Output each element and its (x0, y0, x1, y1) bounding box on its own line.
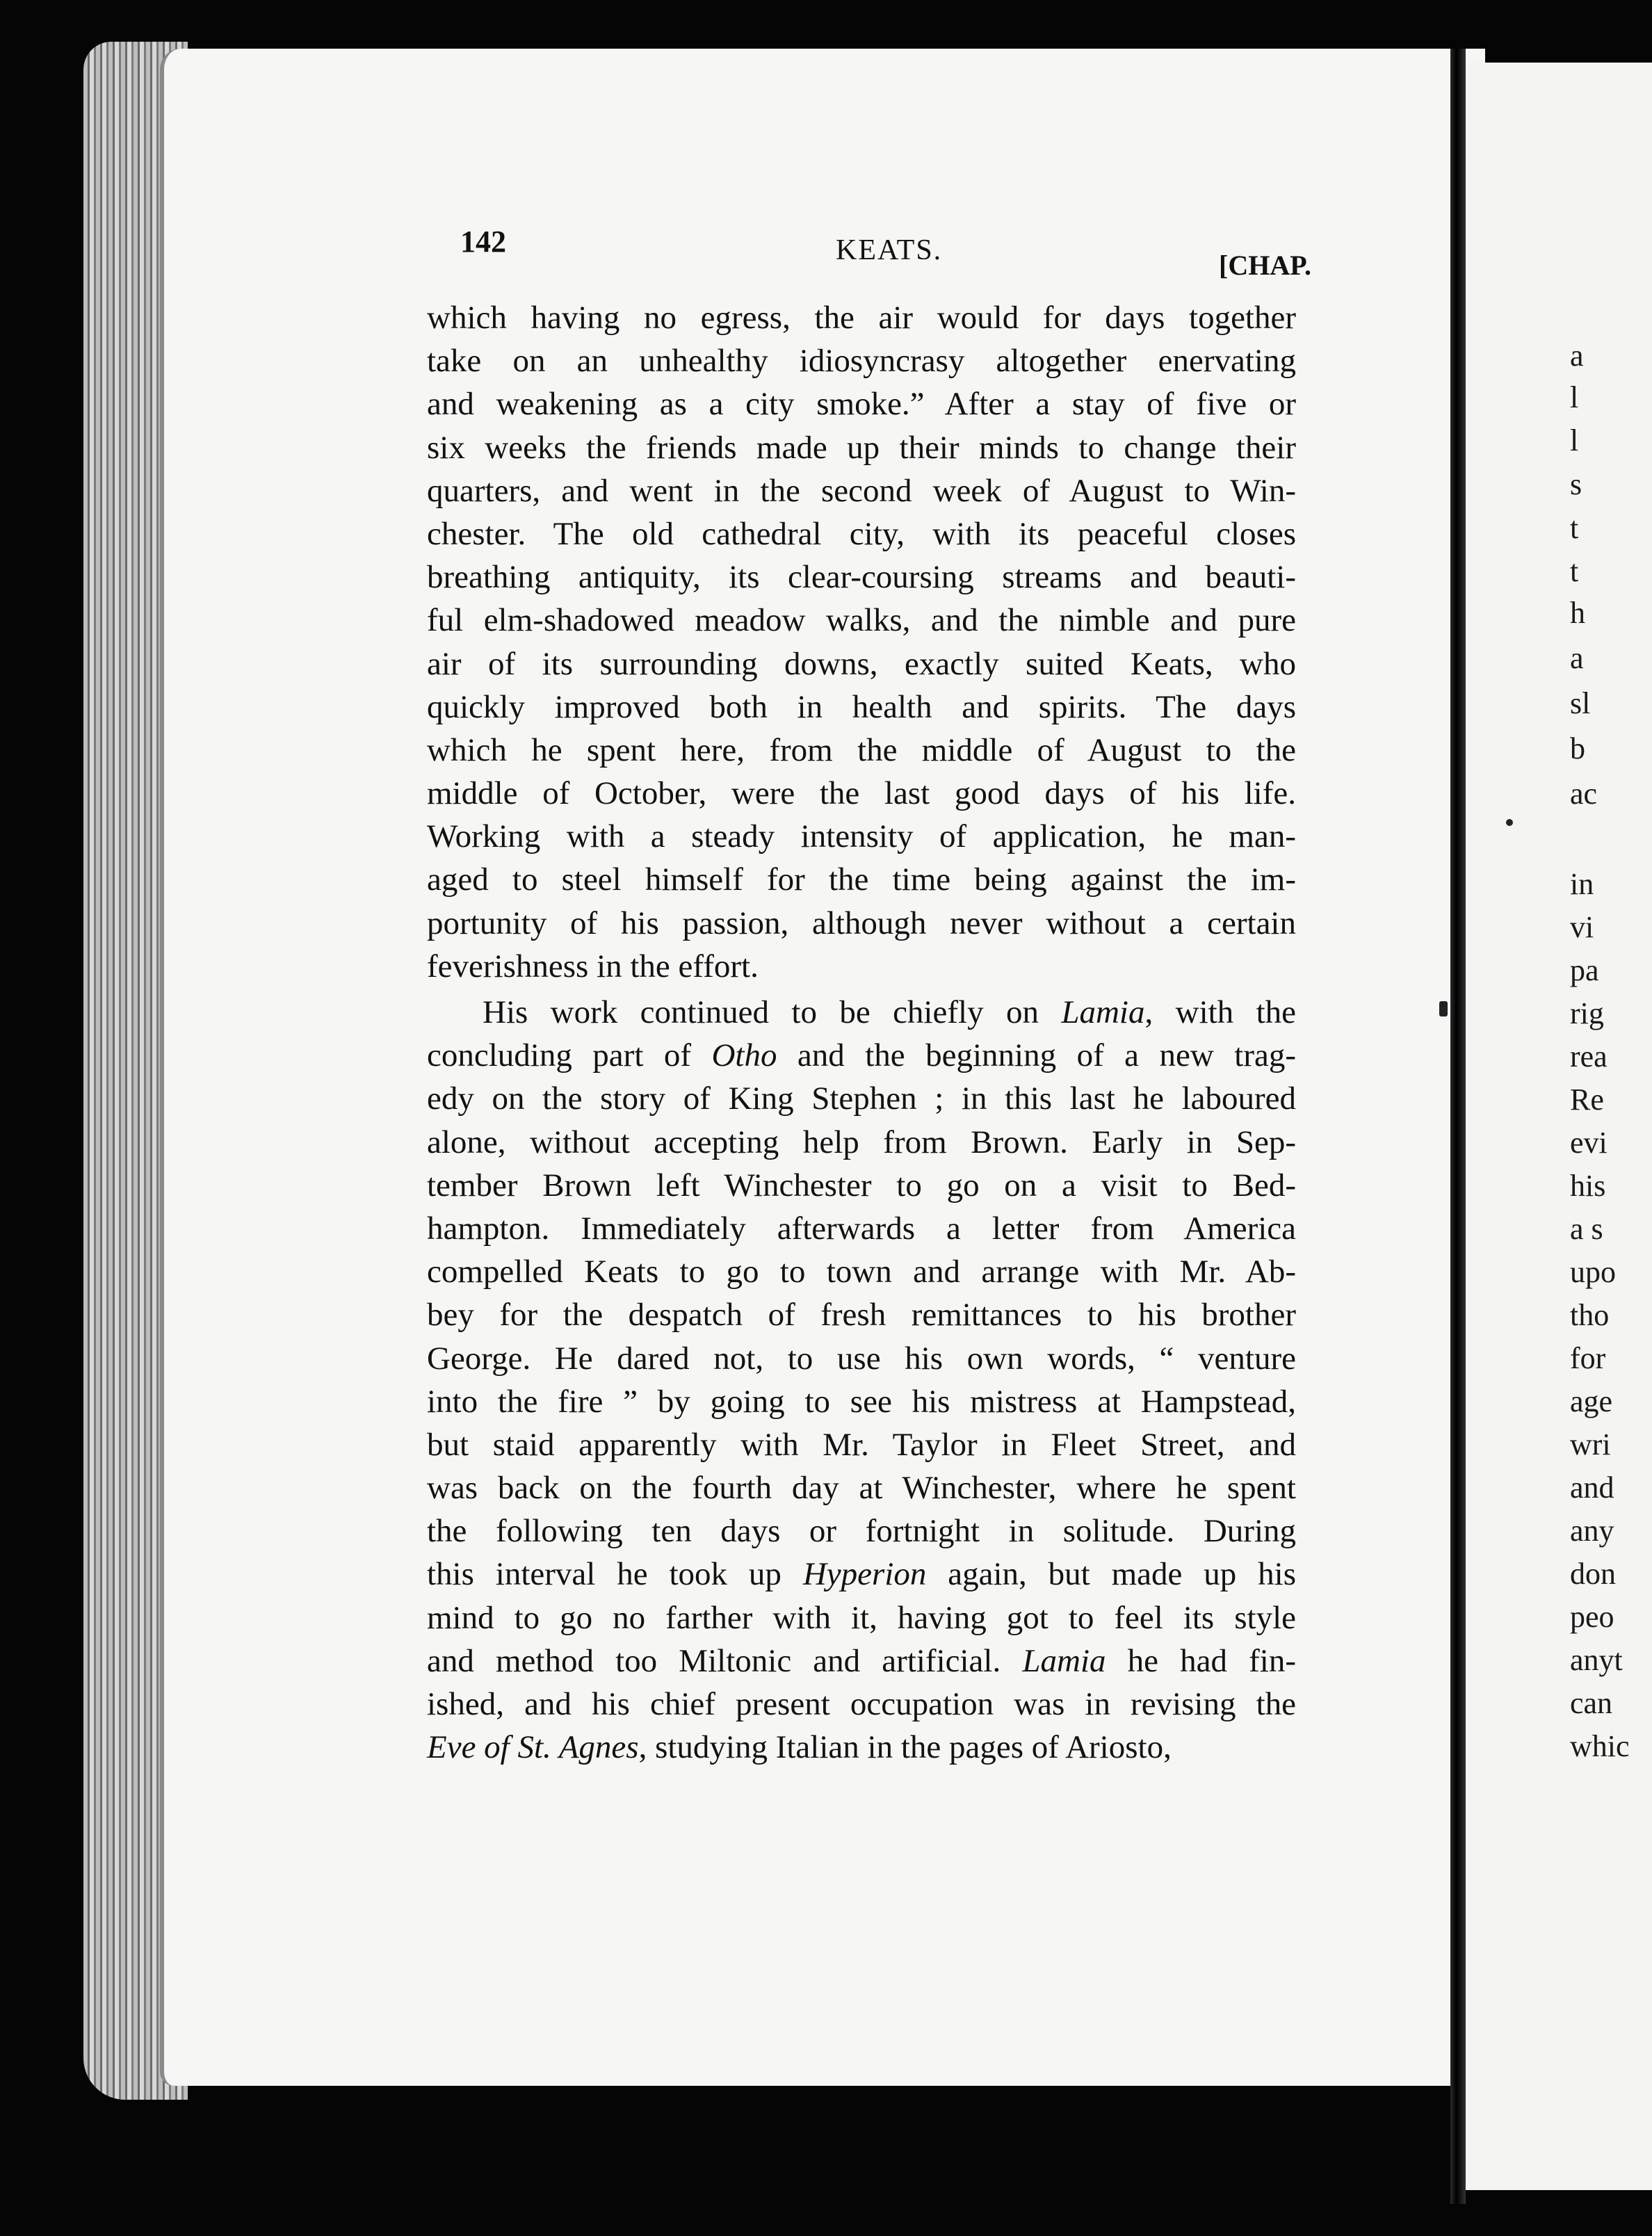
text-segment: , with the (1144, 994, 1296, 1030)
text-line: take on an unhealthy idiosyncrasy altogether enervating (427, 343, 1296, 380)
page-number: 142 (460, 225, 506, 259)
right-page-fragment: l (1570, 380, 1579, 414)
text-segment: he had fin- (1106, 1642, 1296, 1679)
text-line (427, 1639, 1296, 1683)
text-line: ful elm-shadowed meadow walks, and the nimble and pure (427, 602, 1296, 639)
right-page-fragment: a (1570, 641, 1584, 675)
text-line (427, 1726, 1296, 1769)
text-line: quarters, and went in the second week of August to Win- (427, 472, 1296, 509)
text-segment: and the beginning of a new trag- (777, 1037, 1296, 1074)
right-page-fragment: l (1570, 423, 1579, 457)
text-line: which he spent here, from the middle of August to the (427, 731, 1296, 768)
right-page-fragment: his (1570, 1169, 1606, 1203)
italic-title: Otho (711, 1037, 777, 1074)
right-page-fragment: sl (1570, 686, 1591, 720)
right-page-fragment: ac (1570, 777, 1598, 811)
right-page-fragment: vi (1570, 910, 1594, 944)
text-line: feverishness in the effort. (427, 948, 759, 985)
text-line: six weeks the friends made up their minds to change their (427, 429, 1296, 466)
right-page (1466, 63, 1652, 2190)
right-page-fragment: a s (1570, 1212, 1603, 1246)
paragraph (427, 991, 1296, 1769)
right-page-fragment: wri (1570, 1427, 1611, 1461)
right-page-fragment: in (1570, 867, 1594, 901)
right-page-fragment: don (1570, 1557, 1616, 1591)
right-page-fragment: t (1570, 511, 1579, 545)
text-line: and weakening as a city smoke.” After a stay of five or (427, 386, 1296, 423)
italic-title: Eve of St. Agnes (427, 1729, 639, 1766)
text-line: but staid apparently with Mr. Taylor in Fleet Street, and (427, 1426, 1296, 1463)
right-page-fragment: age (1570, 1384, 1613, 1418)
right-page-fragment: and (1570, 1471, 1614, 1505)
text-line: alone, without accepting help from Brown. Early in Sep- (427, 1124, 1296, 1160)
right-page-fragment: tho (1570, 1298, 1610, 1332)
text-line: was back on the fourth day at Winchester, where he spent (427, 1470, 1296, 1507)
text-line: compelled Keats to go to town and arrange with Mr. Ab- (427, 1254, 1296, 1290)
right-page-fragment: anyt (1570, 1643, 1623, 1677)
text-line: air of its surrounding downs, exactly suited Keats, who (427, 645, 1296, 682)
text-segment: concluding part of (427, 1037, 712, 1074)
text-segment: , studying Italian in the pages of Ariosto, (638, 1729, 1172, 1766)
right-page-fragment: whic (1570, 1729, 1630, 1763)
right-page-fragment: can (1570, 1686, 1613, 1720)
text-line: the following ten days or fortnight in solitude. During (427, 1513, 1296, 1550)
running-title: KEATS. (836, 234, 943, 266)
margin-speck (1506, 819, 1513, 826)
text-line: breathing antiquity, its clear-coursing streams and beauti- (427, 559, 1296, 596)
right-page-fragment: upo (1570, 1255, 1616, 1289)
text-segment: His work continued to be chiefly on (483, 994, 1062, 1030)
chapter-label: [CHAP. (1219, 250, 1311, 281)
text-line: bey for the despatch of fresh remittances to his brother (427, 1297, 1296, 1334)
text-line: which having no egress, the air would for days together (427, 300, 1296, 336)
right-page-fragment: h (1570, 596, 1585, 630)
right-page-fragment: rea (1570, 1039, 1608, 1074)
text-line: George. He dared not, to use his own words, “ venture (427, 1340, 1296, 1377)
book-gutter (1450, 49, 1466, 2204)
paragraph (427, 296, 1296, 988)
right-page-fragment: evi (1570, 1126, 1608, 1160)
text-line: into the fire ” by going to see his mistress at Hampstead, (427, 1383, 1296, 1420)
right-page-fragment: t (1570, 554, 1579, 588)
right-page-fragment: for (1570, 1341, 1606, 1375)
page-header (460, 224, 1311, 281)
text-line: chester. The old cathedral city, with its peaceful closes (427, 515, 1296, 552)
body-text (427, 296, 1296, 1769)
text-line: Working with a steady intensity of application, he man- (427, 818, 1296, 855)
text-line: tember Brown left Winchester to go on a visit to Bed- (427, 1167, 1296, 1204)
italic-title: Lamia (1022, 1642, 1106, 1679)
text-line: ished, and his chief present occupation was in revising the (427, 1686, 1296, 1722)
text-line: aged to steel himself for the time being against the im- (427, 861, 1296, 898)
text-line: hampton. Immediately afterwards a letter from America (427, 1210, 1296, 1247)
right-page-fragment: any (1570, 1514, 1614, 1548)
text-segment: this interval he took up (427, 1556, 803, 1593)
right-page-fragment: pa (1570, 953, 1599, 987)
right-page-fragment: rig (1570, 996, 1604, 1030)
italic-title: Lamia (1061, 994, 1145, 1030)
right-page-fragment: Re (1570, 1083, 1604, 1117)
right-page-fragment: a (1570, 339, 1584, 373)
margin-speck (1439, 1001, 1448, 1016)
text-line (427, 1034, 1296, 1077)
text-line: quickly improved both in health and spirits. The days (427, 688, 1296, 725)
text-line: middle of October, were the last good days of his life. (427, 775, 1296, 812)
text-line: mind to go no farther with it, having got to feel its style (427, 1599, 1296, 1636)
text-line: edy on the story of King Stephen ; in this last he laboured (427, 1080, 1296, 1117)
text-line (427, 1553, 1296, 1596)
right-page-fragment: peo (1570, 1600, 1614, 1634)
right-page-fragment: b (1570, 731, 1585, 765)
text-segment: again, but made up his (926, 1556, 1297, 1593)
text-line (427, 991, 1296, 1034)
italic-title: Hyperion (802, 1556, 927, 1593)
text-line: portunity of his passion, although never without a certain (427, 905, 1296, 941)
text-segment: and method too Miltonic and artificial. (427, 1642, 1023, 1679)
right-page-fragment: s (1570, 467, 1582, 501)
